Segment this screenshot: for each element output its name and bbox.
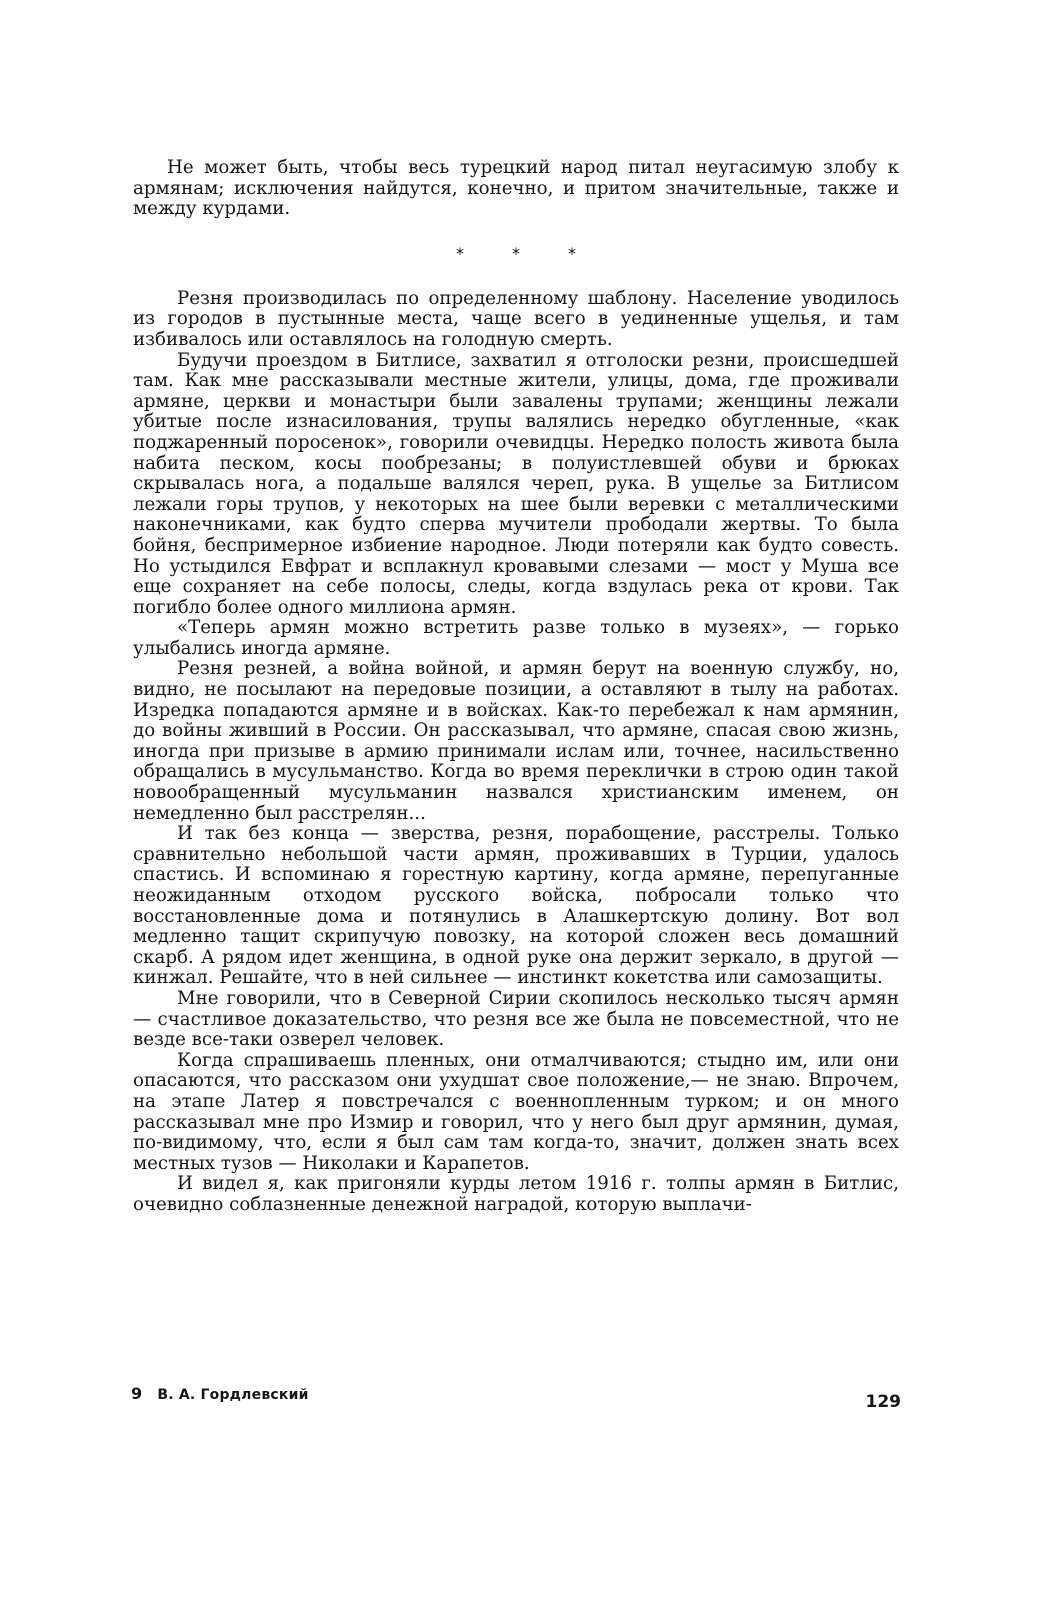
page-number: 129	[865, 1392, 901, 1412]
paragraph-2: Будучи проездом в Битлисе, захватил я отголоски резни, происшедшей там. Как мне рассказывали местные жители, улицы, дома, где проживали армяне, церкви и монастыри были завалены трупами; женщины лежали убитые после изнасилования, трупы валялись нередко обугленные, «как поджаренный поросенок», говорили очевидцы. Нередко полость живота была набита песком, косы пообрезаны; в полуистлевшей обуви и брюках скрывалась нога, а подальше валялся череп, рука. В ущелье за Битлисом лежали горы трупов, у некоторых на шее были веревки с металлическими наконечниками, как будто сперва мучители прободали жертвы. То была бойня, беспримерное избиение народное. Люди потеряли как будто совесть. Но устыдился Евфрат и всплакнул кровавыми слезами — мост у Муша все еще сохраняет на себе полосы, следы, когда вздулась река от крови. Так погибло более одного миллиона армян.	[133, 349, 899, 618]
section-separator	[133, 244, 899, 264]
paragraph-1: Резня производилась по определенному шаблону. Население уводилось из городов в пустынные места, чаще всего в уединенные ущелья, и там избивалось или оставлялось на голодную смерть.	[133, 287, 899, 350]
intro-paragraph: Не может быть, чтобы весь турецкий народ питал неугасимую злобу к армянам; исключения найдутся, конечно, и притом значительные, также и между курдами.	[133, 157, 899, 220]
paragraph-5: И так без конца — зверства, резня, порабощение, расстрелы. Только сравнительно небольшой части армян, проживавших в Турции, удалось спастись. И вспоминаю я горестную картину, когда армяне, перепуганные неожиданным отходом русского войска, побросали только что восстановленные дома и потянулись в Алашкертскую долину. Вот вол медленно тащит скрипучую повозку, на которой сложен весь домашний скарб. А рядом идет женщина, в одной руке она держит зеркало, в другой — кинжал. Решайте, что в ней сильнее — инстинкт кокетства или самозащиты.	[133, 823, 899, 989]
signature-author: В. А. Гордлевский	[157, 1387, 309, 1403]
paragraph-7: Когда спрашиваешь пленных, они отмалчиваются; стыдно им, или они опасаются, что рассказом они ухудшат свое положение,— не знаю. Впрочем, на этапе Латер я повстречался с военнопленным турком; и он много рассказывал мне про Измир и говорил, что у него был друг армянин, думая, по-видимому, что, если я был сам там когда-то, значит, должен знать всех местных тузов — Николаки и Карапетов.	[133, 1049, 899, 1174]
page-footer	[131, 1384, 901, 1412]
signature-number: 9	[131, 1384, 143, 1403]
paragraph-8: И видел я, как пригоняли курды летом 1916 г. толпы армян в Битлис, очевидно соблазненные денежной наградой, которую выплачи-	[133, 1173, 899, 1215]
separator-asterisk-1: *	[456, 243, 464, 263]
paragraph-4: Резня резней, а война войной, и армян берут на военную службу, но, видно, не посылают на передовые позиции, а оставляют в тылу на работах. Изредка попадаются армяне и в войсках. Как-то перебежал к нам армянин, до войны живший в России. Он рассказывал, что армяне, спасая свою жизнь, иногда при призыве в армию принимали ислам или, точнее, насильственно обращались в мусульманство. Когда во время переклички в строю один такой новообращенный мусульманин назвался христианским именем, он немедленно был расстрелян...	[133, 658, 899, 824]
main-text	[133, 158, 899, 1216]
paragraph-6: Мне говорили, что в Северной Сирии скопилось несколько тысяч армян — счастливое доказательство, что резня все же была не повсеместной, что не везде все-таки озверел человек.	[133, 987, 899, 1051]
separator-asterisk-2: *	[512, 243, 520, 263]
paragraph-3: «Теперь армян можно встретить разве только в музеях», — горько улыбались иногда армяне.	[133, 617, 899, 659]
printer-signature	[131, 1384, 309, 1403]
separator-asterisk-3: *	[568, 243, 576, 263]
